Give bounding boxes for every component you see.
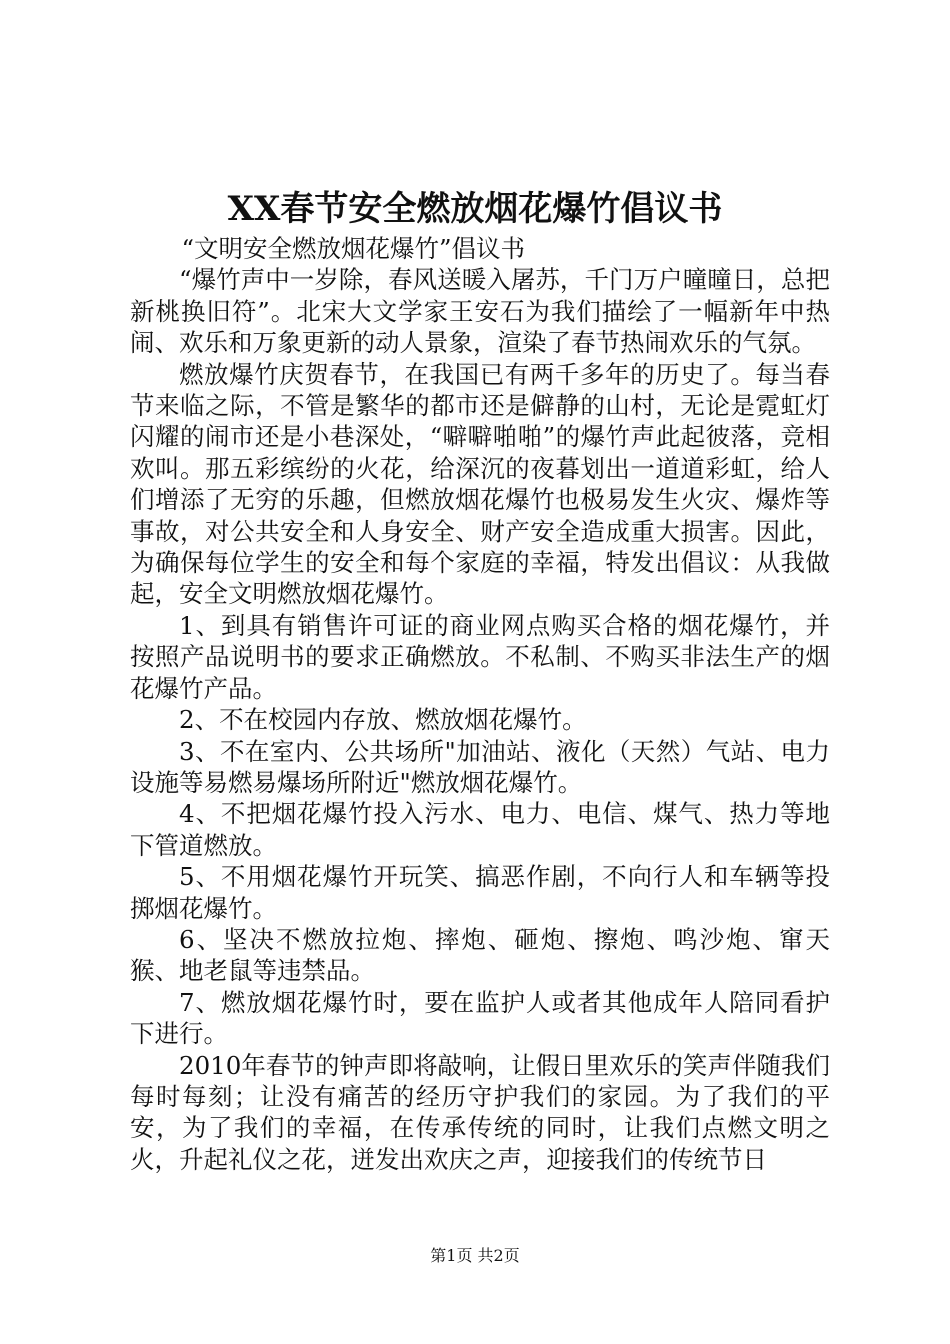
paragraph-closing: 2010年春节的钟声即将敲响，让假日里欢乐的笑声伴随我们每时每刻；让没有痛苦的经历守护我们的家园。为了我们的平安，为了我们的幸福，在传承传统的同时，让我们点燃文明之火，升起礼仪之花，迸发出欢庆之声，迎接我们的传统节日 bbox=[130, 1050, 830, 1174]
paragraph-intro: “爆竹声中一岁除，春风送暖入屠苏，千门万户曈曈日，总把新桃换旧符”。北宋大文学家王安石为我们描绘了一幅新年中热闹、欢乐和万象更新的动人景象，渲染了春节热闹欢乐的气氛。 bbox=[130, 265, 830, 358]
page-number-footer: 第1页 共2页 bbox=[430, 1246, 520, 1265]
paragraph-item-2: 2、不在校园内存放、燃放烟花爆竹。 bbox=[179, 705, 587, 735]
paragraph-item-6: 6、坚决不燃放拉炮、摔炮、砸炮、擦炮、鸣沙炮、窜天猴、地老鼠等违禁品。 bbox=[130, 924, 830, 986]
paragraph-item-5: 5、不用烟花爆竹开玩笑、搞恶作剧，不向行人和车辆等投掷烟花爆竹。 bbox=[130, 862, 830, 923]
paragraph-item-4: 4、不把烟花爆竹投入污水、电力、电信、煤气、热力等地下管道燃放。 bbox=[130, 799, 830, 860]
paragraph-item-7: 7、燃放烟花爆竹时，要在监护人或者其他成年人陪同看护下进行。 bbox=[130, 987, 830, 1049]
paragraph-item-1: 1、到具有销售许可证的商业网点购买合格的烟花爆竹，并按照产品说明书的要求正确燃放。不私制、不购买非法生产的烟花爆竹产品。 bbox=[130, 610, 830, 703]
document-title: XX春节安全燃放烟花爆竹倡议书 bbox=[227, 189, 723, 229]
paragraph-history: 燃放爆竹庆贺春节，在我国已有两千多年的历史了。每当春节来临之际，不管是繁华的都市还是僻静的山村，无论是霓虹灯闪耀的闹市还是小巷深处，“噼噼啪啪”的爆竹声此起彼落，竞相欢叫。那五彩缤纷的火花，给深沉的夜暮划出一道道彩虹，给人们增添了无穷的乐趣，但燃放烟花爆竹也极易发生火灾、爆炸等事故，对公共安全和人身安全、财产安全造成重大损害。因此，为确保每位学生的安全和每个家庭的幸福，特发出倡议：从我做起，安全文明燃放烟花爆竹。 bbox=[130, 359, 830, 609]
document-body bbox=[130, 233, 830, 1175]
paragraph-item-3: 3、不在室内、公共场所"加油站、液化（天然）气站、电力设施等易燃易爆场所附近"燃放烟花爆竹。 bbox=[130, 736, 830, 797]
document-subtitle: “文明安全燃放烟花爆竹”倡议书 bbox=[181, 234, 525, 263]
